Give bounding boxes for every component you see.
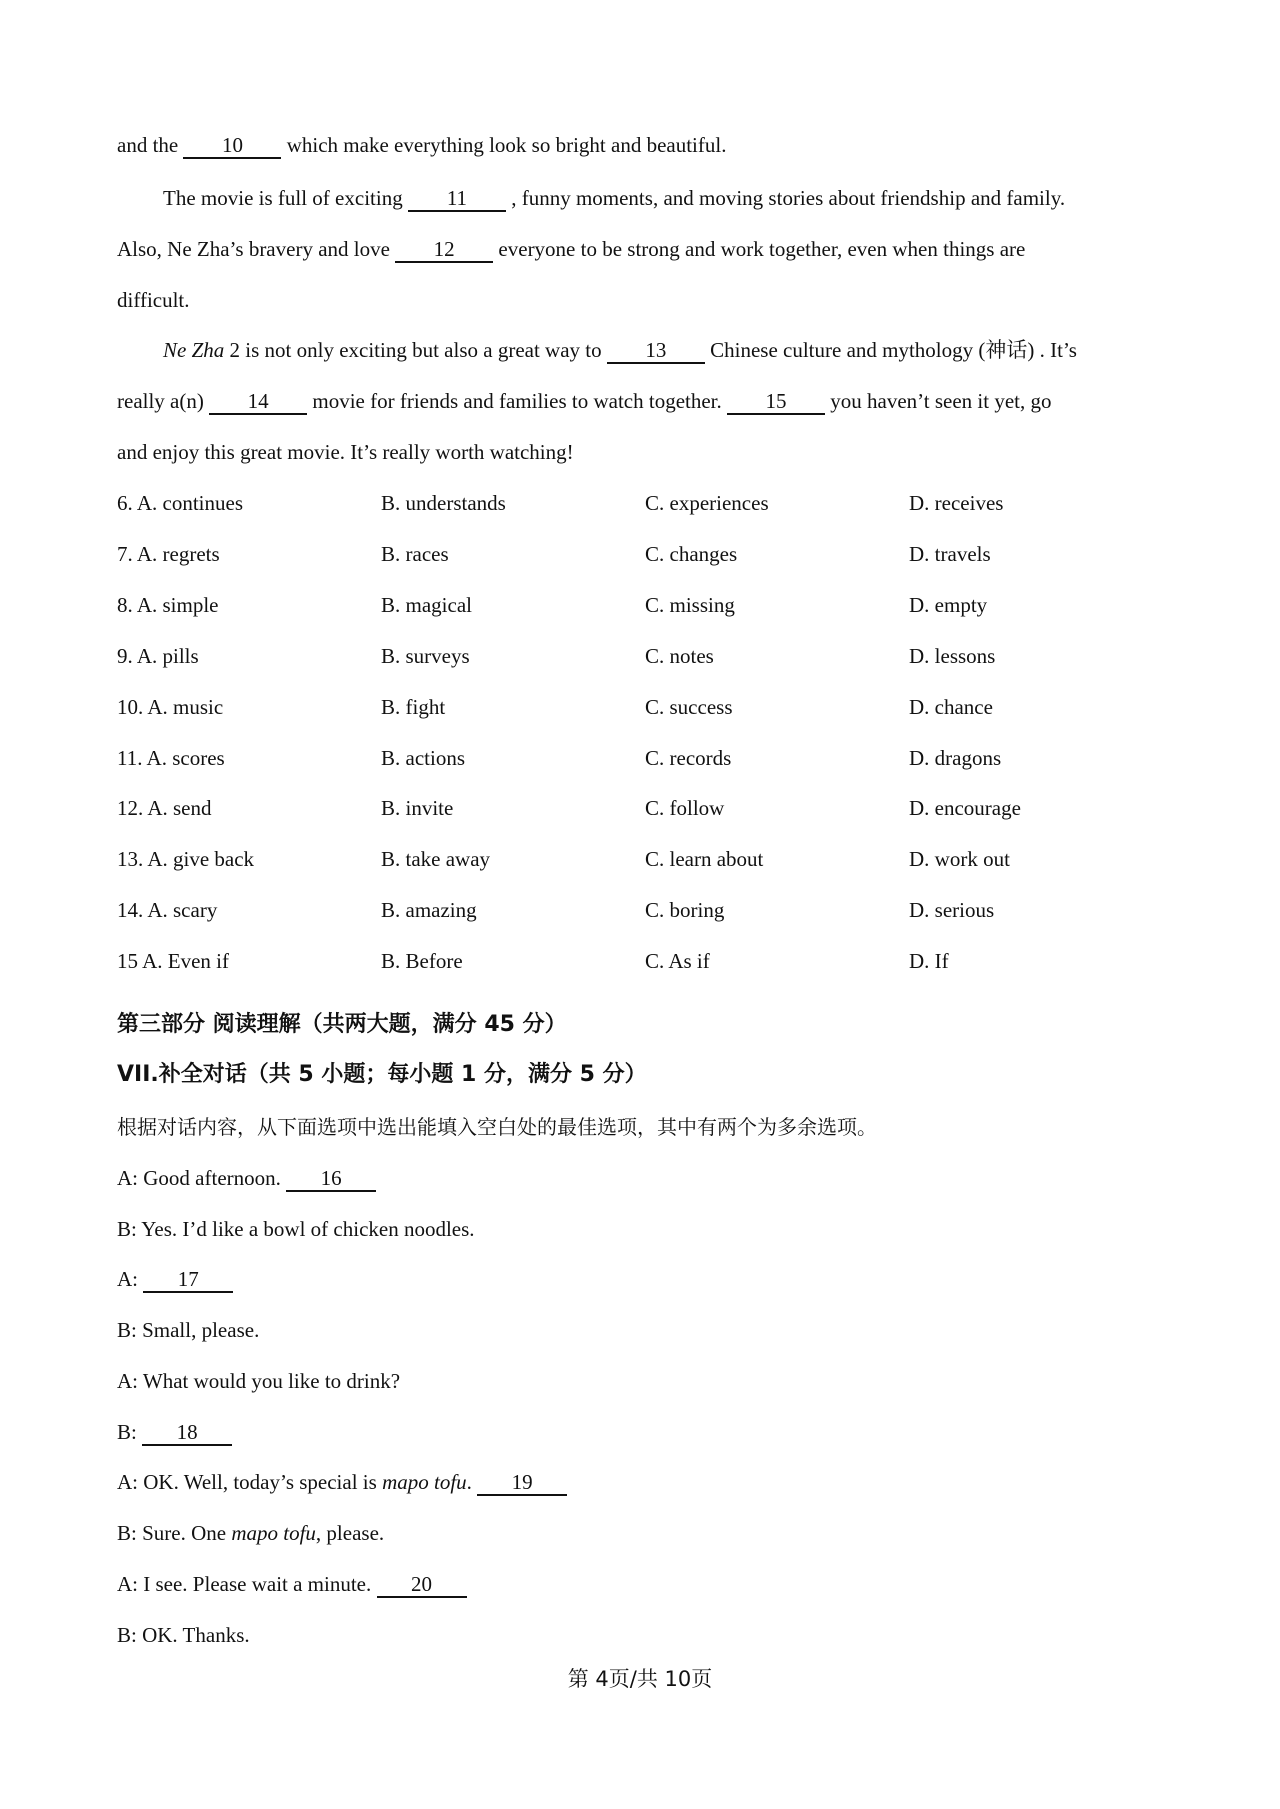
option-choice: C. follow xyxy=(645,796,725,820)
passage-line-5: Ne Zha 2 is not only exciting but also a great way to 13 Chinese culture and mythology (神话) . It’s xyxy=(163,338,1077,362)
option-choice: B. magical xyxy=(381,593,472,617)
dialogue-line-3: A: 17 xyxy=(117,1265,233,1293)
option-choice: B. surveys xyxy=(381,644,470,668)
option-choice: D. chance xyxy=(909,695,993,719)
dialogue-line-5: A: What would you like to drink? xyxy=(117,1369,401,1393)
dialogue-line-8: B: Sure. One mapo tofu, please. xyxy=(117,1521,385,1545)
blank-19: 19 xyxy=(477,1470,567,1496)
option-choice: D. serious xyxy=(909,898,995,922)
option-choice: 6. A. continues xyxy=(117,491,243,515)
passage-line-4: difficult. xyxy=(117,288,190,312)
part3-title: 第三部分 阅读理解（共两大题，满分 45 分） xyxy=(117,1012,567,1037)
dialogue-line-9: A: I see. Please wait a minute. 20 xyxy=(117,1570,467,1598)
option-choice: B. fight xyxy=(381,695,446,719)
option-choice: C. boring xyxy=(645,898,725,922)
option-choice: B. invite xyxy=(381,796,454,820)
dialogue-line-2: B: Yes. I’d like a bowl of chicken noodles. xyxy=(117,1217,475,1241)
option-choice: 13. A. give back xyxy=(117,847,255,871)
option-choice: B. races xyxy=(381,542,449,566)
option-choice: 12. A. send xyxy=(117,796,212,820)
option-choice: B. understands xyxy=(381,491,506,515)
option-choice: B. take away xyxy=(381,847,491,871)
option-choice: C. records xyxy=(645,746,732,770)
blank-14: 14 xyxy=(209,389,307,415)
option-choice: D. encourage xyxy=(909,796,1021,820)
blank-12: 12 xyxy=(395,237,493,263)
blank-11: 11 xyxy=(408,186,506,212)
option-choice: D. empty xyxy=(909,593,988,617)
option-choice: C. success xyxy=(645,695,733,719)
page-number: 第 4页/共 10页 xyxy=(567,1667,713,1691)
option-choice: 9. A. pills xyxy=(117,644,199,668)
dialogue-line-6: B: 18 xyxy=(117,1418,232,1446)
option-choice: B. Before xyxy=(381,949,463,973)
option-choice: 8. A. simple xyxy=(117,593,219,617)
dialogue-line-7: A: OK. Well, today’s special is mapo tofu. 19 xyxy=(117,1468,567,1496)
option-choice: D. If xyxy=(909,949,949,973)
passage-line-2: The movie is full of exciting 11 , funny moments, and moving stories about friendship and family. xyxy=(163,186,1066,210)
section7-title: VII.补全对话（共 5 小题；每小题 1 分，满分 5 分） xyxy=(117,1062,647,1087)
blank-18: 18 xyxy=(142,1420,232,1446)
blank-15: 15 xyxy=(727,389,825,415)
option-choice: 11. A. scores xyxy=(117,746,225,770)
option-choice: D. receives xyxy=(909,491,1004,515)
option-choice: D. work out xyxy=(909,847,1010,871)
option-choice: C. missing xyxy=(645,593,735,617)
blank-20: 20 xyxy=(377,1572,467,1598)
dialogue-line-1: A: Good afternoon. 16 xyxy=(117,1164,376,1192)
passage-line-7: and enjoy this great movie. It’s really worth watching! xyxy=(117,440,574,464)
dialogue-line-4: B: Small, please. xyxy=(117,1318,260,1342)
blank-16: 16 xyxy=(286,1166,376,1192)
option-choice: 15 A. Even if xyxy=(117,949,229,973)
option-choice: 10. A. music xyxy=(117,695,224,719)
option-choice: B. amazing xyxy=(381,898,477,922)
instruction-text: 根据对话内容，从下面选项中选出能填入空白处的最佳选项，其中有两个为多余选项。 xyxy=(117,1115,877,1139)
blank-17: 17 xyxy=(143,1267,233,1293)
option-choice: 14. A. scary xyxy=(117,898,218,922)
option-choice: C. As if xyxy=(645,949,710,973)
option-choice: D. travels xyxy=(909,542,991,566)
option-choice: D. dragons xyxy=(909,746,1002,770)
option-choice: C. changes xyxy=(645,542,738,566)
option-choice: 7. A. regrets xyxy=(117,542,220,566)
dialogue-line-10: B: OK. Thanks. xyxy=(117,1623,250,1647)
option-choice: C. learn about xyxy=(645,847,764,871)
movie-title: Ne Zha xyxy=(163,338,225,362)
passage-line-1: and the 10 which make everything look so bright and beautiful. xyxy=(117,133,727,157)
option-choice: C. experiences xyxy=(645,491,769,515)
blank-13: 13 xyxy=(607,338,705,364)
passage-line-6: really a(n) 14 movie for friends and families to watch together. 15 you haven’t seen it yet, go xyxy=(117,389,1052,413)
blank-10: 10 xyxy=(183,133,281,159)
option-choice: C. notes xyxy=(645,644,714,668)
passage-line-3: Also, Ne Zha’s bravery and love 12 everyone to be strong and work together, even when things are xyxy=(117,237,1026,261)
option-choice: D. lessons xyxy=(909,644,996,668)
option-choice: B. actions xyxy=(381,746,465,770)
